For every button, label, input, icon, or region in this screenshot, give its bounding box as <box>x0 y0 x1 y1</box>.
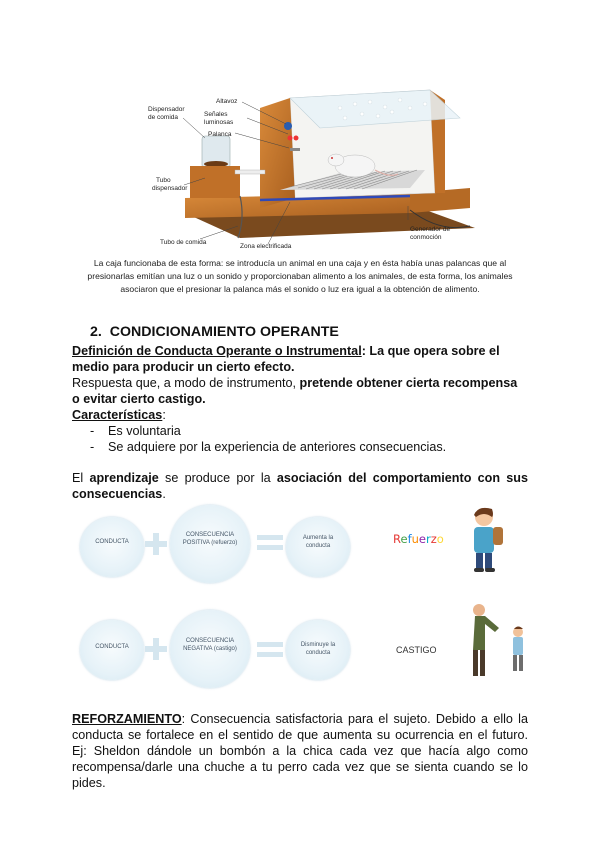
refuerzo-letter: o <box>436 532 444 546</box>
label-altavoz: Altavoz <box>216 98 238 105</box>
aumenta-label: Aumenta la conducta <box>302 535 334 549</box>
definition-paragraph <box>72 343 528 375</box>
learning-bold-2: asociación del comportamiento con sus consecuencias <box>72 471 529 501</box>
plus-icon <box>145 638 167 660</box>
refuerzo-letter: R <box>393 532 401 546</box>
label-tubo-2: dispensador <box>152 185 188 192</box>
learning-bold-1: aprendizaje <box>89 471 159 485</box>
label-zona: Zona electrificada <box>240 243 292 250</box>
refuerzo-letter: e <box>418 532 426 546</box>
refuerzo-word <box>393 532 444 546</box>
dash-bullet: - <box>90 424 95 438</box>
response-paragraph <box>72 375 528 407</box>
refuerzo-diagram <box>80 505 530 585</box>
label-senales-1: Señales <box>204 111 228 118</box>
characteristics-colon: : <box>162 408 166 422</box>
castigo-diagram <box>80 610 530 690</box>
conducta-circle <box>80 517 144 577</box>
learning-paragraph <box>72 470 528 502</box>
list-item <box>72 439 528 455</box>
list-item-text: Es voluntaria <box>108 424 181 438</box>
label-dispensador-1: Dispensador <box>148 106 185 113</box>
conducta-label: CONDUCTA <box>95 539 129 545</box>
definition-text: La que opera sobre el medio para producir un cierto efecto. <box>72 344 500 374</box>
label-senales-2: luminosas <box>204 119 234 126</box>
plus-icon <box>145 533 167 555</box>
label-generador-1: Generador de <box>410 226 451 233</box>
castigo-word: CASTIGO <box>396 645 437 655</box>
list-item <box>72 423 528 439</box>
label-generador-2: conmoción <box>410 234 442 241</box>
learning-text-2: se produce por la <box>158 471 277 485</box>
learning-text-1: El <box>72 471 90 485</box>
characteristics-list <box>72 423 528 455</box>
response-plain: Respuesta que, a modo de instrumento, <box>72 376 300 390</box>
dash-bullet: - <box>90 440 95 454</box>
reforzamiento-text: : Consecuencia satisfactoria para el sujeto. Debido a ello la conducta se fortalece en el sentido de que aumenta su ocurrencia en el futuro. Ej: Sheldon dándole un bombón a la chica cada vez que hacía algo como recompensa/darle una chuche a tu perro cada vez que se sienta cuando se lo pides. <box>72 712 528 790</box>
consecuencia-negativa-label: CONSECUENCIA NEGATIVA (castigo) <box>183 638 237 652</box>
refuerzo-letter: u <box>411 532 419 546</box>
label-dispensador-2: de comida <box>148 114 178 121</box>
label-tubo-1: Tubo <box>156 177 171 184</box>
section-title: CONDICIONAMIENTO OPERANTE <box>109 324 339 340</box>
definition-colon: : <box>361 344 366 358</box>
skinner-box-illustration <box>140 78 480 258</box>
characteristics-label: Características <box>72 408 163 422</box>
figure-caption: La caja funcionaba de esta forma: se introducía un animal en una caja y en ésta había unas palancas que al presionarlas emitían una luz o un sonido y proporcionaban alimento a los animales, de esta forma, los animales asociaron que el presionar la palanca más el sonido o luz era igual a la obtención de alimento. <box>87 258 513 295</box>
refuerzo-letter: e <box>400 532 408 546</box>
refuerzo-letter: z <box>430 532 437 546</box>
equals-icon <box>257 640 283 660</box>
label-palanca: Palanca <box>208 131 232 138</box>
reforzamiento-paragraph <box>72 711 528 791</box>
equals-icon <box>257 533 283 553</box>
refuerzo-letter: f <box>407 532 412 546</box>
adult-scolding-child-icon <box>465 600 535 682</box>
conducta-label-2: CONDUCTA <box>95 644 129 650</box>
section-heading <box>90 324 339 340</box>
refuerzo-letter: r <box>426 532 431 546</box>
learning-text-3: . <box>162 487 166 501</box>
boy-icon <box>466 505 512 575</box>
list-item-text: Se adquiere por la experiencia de anteriores consecuencias. <box>108 440 447 454</box>
disminuye-label: Disminuye la conducta <box>300 642 336 656</box>
consecuencia-positiva-label: CONSECUENCIA POSITIVA (refuerzo) <box>182 532 238 546</box>
definition-label: Definición de Conducta Operante o Instrumental <box>72 344 362 358</box>
section-number: 2. <box>90 324 102 340</box>
characteristics-heading <box>72 407 528 423</box>
label-tubo-comida: Tubo de comida <box>160 239 207 246</box>
response-bold: pretende obtener cierta recompensa o evitar cierto castigo. <box>72 376 518 406</box>
reforzamiento-label: REFORZAMIENTO <box>72 712 182 726</box>
